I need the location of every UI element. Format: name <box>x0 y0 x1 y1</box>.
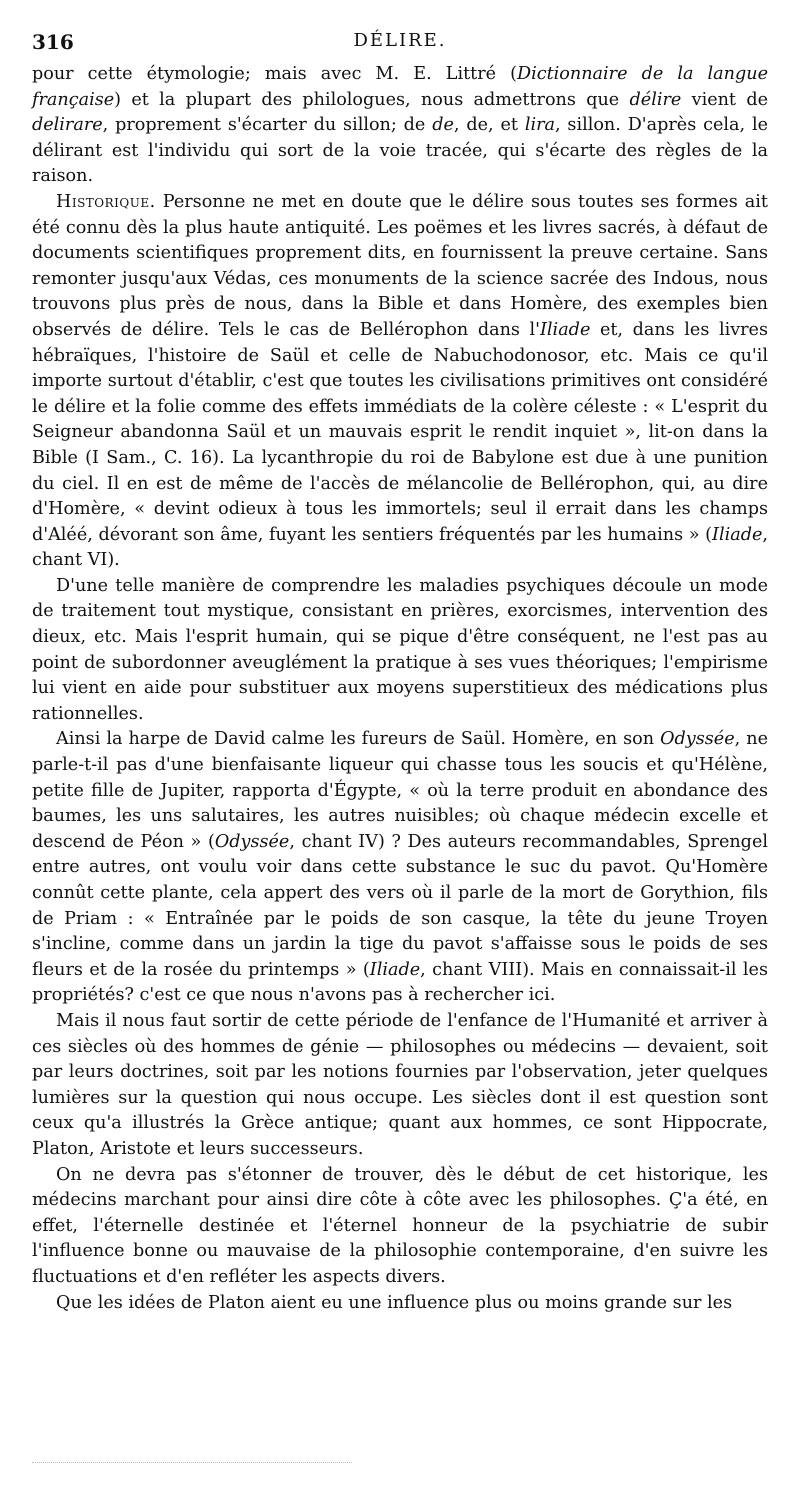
italic-term: lira <box>524 115 555 136</box>
text-run: Ainsi la harpe de David calme les fureurs de Saül. Homère, en son <box>56 729 661 750</box>
italic-title: Odyssée <box>660 729 735 750</box>
italic-term: delirare <box>32 115 103 136</box>
text-run: , chant IV) ? Des auteurs recommandables, Sprengel entre autres, ont voulu voir dans cette substance le suc du pavot. Qu'Homère connût cette plante, cela appert des vers où il parle de la mort de Gorythion, fils de Priam : « Entraînée par le poids de son casque, la tête du jeune Troyen s'incline, comme dans un jardin la tige du pavot s'affaisse sous le poids de ses fleurs et de la rosée du printemps » ( <box>32 831 768 980</box>
text-run: , ne parle-t-il pas d'une bienfaisante liqueur qui chasse tous les soucis et qu'Hélène, petite fille de Jupiter, rapporta d'Égypte, « où la terre produit en abondance des baumes, les uns salutaires, les autres nuisibles; où chaque médecin excelle et descend de Péon » ( <box>32 729 768 852</box>
section-heading: Historique. <box>56 191 156 212</box>
paragraph-historique <box>32 190 768 574</box>
page-header <box>32 30 768 58</box>
text-run: vient de <box>681 89 768 110</box>
text-run: D'une telle manière de comprendre les maladies psychiques découle un mode de traitement tout mystique, consistant en prières, exorcismes, intervention des dieux, etc. Mais l'esprit humain, qui se pique d'être conséquent, ne l'est pas au point de subordonner aveuglément la pratique à ses vues théoriques; l'empirisme lui vient en aide pour substituer aux moyens superstitieux des médications plus rationnelles. <box>32 575 768 724</box>
paragraph-harpe-david <box>32 727 768 1009</box>
paragraph-traitement <box>32 574 768 728</box>
text-run: On ne devra pas s'étonner de trouver, dès le début de cet historique, les médecins marchant pour ainsi dire côte à côte avec les philosophes. Ç'a été, en effet, l'éternelle destinée et l'éternel honneur de la psychiatrie de subir l'influence bonne ou mauvaise de la philosophie contemporaine, d'en suivre les fluctuations et d'en refléter les aspects divers. <box>32 1164 768 1287</box>
text-run: Que les idées de Platon aient eu une influence plus ou moins grande sur les <box>56 1292 733 1313</box>
text-run: , proprement s'écarter du sillon; de <box>102 115 433 136</box>
italic-title: Odyssée <box>214 831 290 852</box>
running-title: DÉLIRE. <box>353 30 447 51</box>
italic-title: Dictionnaire de la langue française <box>32 64 768 110</box>
faint-bleed-through-line <box>32 1462 352 1469</box>
body-text <box>32 62 768 1316</box>
italic-term: délire <box>629 89 682 110</box>
text-run: et, dans les livres hébraïques, l'histoire de Saül et celle de Nabuchodonosor, etc. Mais ce qu'il importe surtout d'établir, c'est que toutes les civilisations primitives ont considéré le délire et la folie comme des effets immédiats de la colère céleste : « L'esprit du Seigneur abandonna Saül et un mauvais esprit le rendit inquiet », lit-on dans la Bible (I Sam., C. 16). La lycanthropie du roi de Babylone est due à une punition du ciel. Il en est de même de l'accès de mélancolie de Bellérophon, qui, au dire d'Homère, « devint odieux à tous les immortels; seul il errait dans les champs d'Aléé, dévorant son âme, fuyant les sentiers fréquentés par les humains » ( <box>32 319 768 545</box>
paragraph-enfance-humanite <box>32 1009 768 1163</box>
italic-title: Iliade <box>539 319 591 340</box>
paragraph-etymology <box>32 62 768 190</box>
italic-title: Iliade <box>712 524 763 545</box>
text-run: , chant VIII). Mais en connaissait-il les propriétés? c'est ce que nous n'avons pas à rechercher ici. <box>32 959 768 1006</box>
text-run: , sillon. D'après cela, le délirant est l'individu qui sort de la voie tracée, qui s'écarte des règles de la raison. <box>32 115 768 187</box>
text-run: Personne ne met en doute que le délire sous toutes ses formes ait été connu dès la plus haute antiquité. Les poëmes et les livres sacrés, à défaut de documents scientifiques proprement dits, en fournissent la preuve certaine. Sans remonter jusqu'aux Védas, ces monuments de la science sacrée des Indous, nous trouvons plus près de nous, dans la Bible et dans Homère, des exemples bien observés de délire. Tels le cas de Bellérophon dans l' <box>32 191 768 340</box>
paragraph-medecins-philosophes <box>32 1163 768 1291</box>
paragraph-platon <box>32 1291 768 1317</box>
page-number: 316 <box>32 30 74 54</box>
text-run: ) et la plupart des philologues, nous admettrons que <box>114 89 630 110</box>
text-run: , de, et <box>453 115 525 136</box>
text-run: , chant VI). <box>32 524 768 571</box>
text-run: pour cette étymologie; mais avec M. E. Littré ( <box>32 64 517 84</box>
italic-title: Iliade <box>369 959 421 980</box>
italic-term: de <box>432 115 454 136</box>
text-run: Mais il nous faut sortir de cette période de l'enfance de l'Humanité et arriver à ces siècles où des hommes de génie — philosophes ou médecins — devaient, soit par leurs doctrines, soit par les notions fournies par l'observation, jeter quelques lumières sur la question qui nous occupe. Les siècles dont il est question sont ceux qu'a illustrés la Grèce antique; quant aux hommes, ce sont Hippocrate, Platon, Aristote et leurs successeurs. <box>32 1010 768 1159</box>
